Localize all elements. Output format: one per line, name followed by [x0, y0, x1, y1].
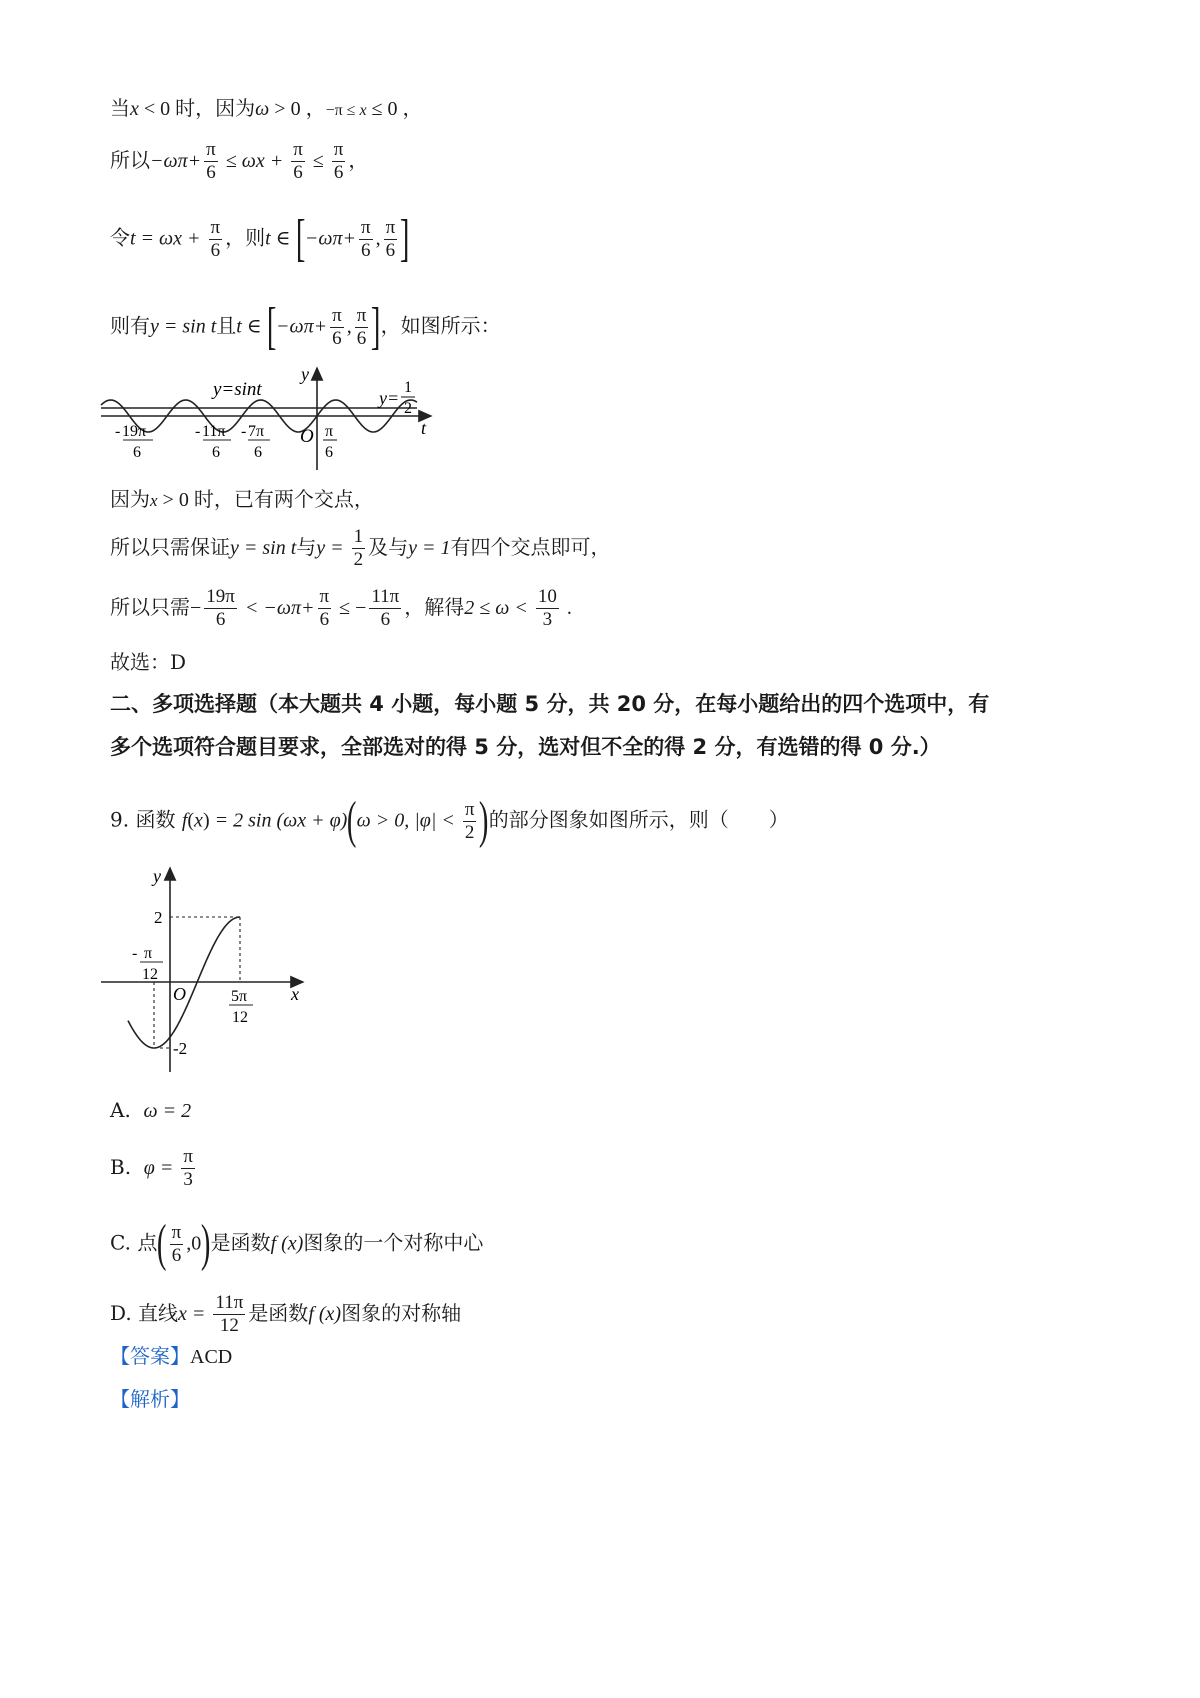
solution-line-8 — [110, 648, 186, 676]
text: 所以 — [110, 148, 150, 172]
text: 因为 — [110, 487, 150, 511]
fraction: $\frac{19\pi}{6}$ — [206, 586, 235, 630]
function-graph — [95, 860, 320, 1075]
paren-open: ( — [157, 1215, 167, 1272]
analysis-line — [110, 1385, 190, 1413]
origin-label: O — [300, 426, 314, 447]
fraction: $\frac{\pi}{6}$ — [360, 216, 371, 261]
text: 当 — [110, 96, 130, 120]
paren-open: ( — [347, 792, 357, 849]
sine-figure — [95, 360, 455, 475]
tick-left-sign: - — [132, 945, 138, 962]
math: y = — [316, 537, 349, 559]
math: , — [375, 227, 381, 250]
answer-value: ACD — [190, 1346, 233, 1368]
math: ≤ — [307, 150, 329, 172]
question-text: 9. 函数 — [110, 807, 176, 832]
fraction: $\frac{\pi}{6}$ — [385, 216, 396, 261]
paren-close: ) — [201, 1215, 211, 1272]
ymax-label: 2 — [154, 908, 163, 927]
option-c — [110, 1215, 484, 1272]
option-text: 图象的对称轴 — [341, 1301, 462, 1325]
question-9 — [110, 792, 789, 849]
fraction: $\frac{\pi}{6}$ — [293, 139, 303, 183]
tick-right-num: 5π — [231, 988, 248, 1005]
fraction: $\frac{\pi}{6}$ — [206, 139, 216, 183]
tick-right-den: 12 — [232, 1009, 248, 1026]
solution-line-5 — [110, 485, 374, 515]
text: 令 — [110, 225, 130, 250]
option-d — [110, 1292, 461, 1337]
option-label: B. — [110, 1155, 132, 1179]
text: 所以只需 — [110, 595, 190, 619]
final-choice: 故选：D — [110, 650, 187, 674]
math: ∈ — [270, 227, 296, 250]
fraction: $\frac{1}{2}$ — [353, 526, 364, 570]
solution-line-1 — [110, 94, 423, 125]
math: − — [190, 597, 202, 619]
tick-sign: - — [195, 423, 201, 440]
math: f (x) — [270, 1232, 304, 1255]
bracket: ] — [400, 210, 410, 267]
math-var: t — [236, 315, 242, 338]
math-var: ω — [255, 98, 270, 120]
option-text: 是函数 — [210, 1230, 271, 1255]
text: 有四个交点即可， — [450, 535, 611, 559]
math: ( — [187, 809, 195, 832]
math: ∈ — [241, 315, 267, 338]
text: > 0 时，已有两个交点， — [157, 489, 374, 511]
option-text: 点 — [137, 1230, 158, 1255]
y-axis-label: y — [153, 866, 161, 886]
math: −ωπ+ — [275, 315, 328, 338]
fraction: $\frac{\pi}{6}$ — [171, 1221, 182, 1266]
math: t = ωx + — [130, 227, 206, 250]
math: . — [561, 597, 572, 619]
tick-den: 6 — [325, 444, 333, 461]
math: y = 1 — [408, 537, 451, 559]
option-text: 图象的一个对称中心 — [303, 1230, 484, 1255]
option-text: 是函数 — [248, 1301, 309, 1325]
option-b — [110, 1146, 198, 1191]
answer-tag: 【答案】 — [110, 1344, 190, 1368]
answer-line — [110, 1342, 232, 1371]
text: ，解得 — [404, 595, 465, 619]
option-text: 直线 — [138, 1301, 179, 1325]
text: < 0 时，因为 — [138, 98, 256, 120]
text: > 0 ， — [269, 98, 326, 120]
tick-num: 11π — [202, 423, 226, 440]
solution-line-4 — [110, 298, 501, 355]
text: ， — [348, 148, 369, 172]
fraction: $\frac{11\pi}{12}$ — [215, 1292, 244, 1336]
fraction: $\frac{\pi}{6}$ — [332, 304, 342, 349]
tick-num: π — [325, 423, 334, 440]
y-axis-label: y — [301, 364, 309, 384]
solution-line-2 — [110, 139, 368, 184]
tick-den: 6 — [133, 444, 141, 461]
tick-left-num: π — [144, 945, 153, 962]
tick-den: 6 — [254, 444, 262, 461]
bracket: [ — [295, 210, 305, 267]
math: y = sin t — [230, 537, 297, 559]
tick-num: 7π — [248, 423, 265, 440]
t-axis-label: t — [421, 418, 427, 438]
solution-line-7 — [110, 586, 572, 631]
math: < −ωπ+ — [239, 597, 315, 619]
math: y = sin t — [150, 315, 217, 338]
origin-label: O — [173, 984, 186, 1004]
option-a — [110, 1096, 191, 1125]
math: x — [194, 809, 203, 832]
solution-line-6 — [110, 526, 611, 571]
fraction: $\frac{10}{3}$ — [537, 586, 557, 630]
math: ≤ ωx + — [220, 150, 289, 172]
option-label: D. — [110, 1301, 132, 1325]
math: ,0 — [186, 1232, 202, 1255]
math: ≤ − — [334, 597, 367, 619]
math: f (x) — [308, 1303, 342, 1325]
math: ω > 0, |φ| < — [356, 809, 460, 832]
math-var: x — [130, 98, 139, 120]
tick-left-den: 12 — [142, 966, 158, 983]
math: −ωπ+ — [304, 227, 356, 250]
math: = 2 sin (ωx + φ) — [209, 809, 348, 832]
option-text: φ = — [143, 1157, 179, 1179]
tick-num: 19π — [122, 423, 147, 440]
tick-sign: - — [115, 423, 121, 440]
math-var: x — [150, 491, 158, 510]
fraction: $\frac{\pi}{6}$ — [356, 304, 367, 349]
text: 且 — [216, 313, 237, 338]
fraction: $\frac{\pi}{6}$ — [333, 139, 344, 183]
text: ，则 — [225, 225, 266, 250]
text: 所以只需保证 — [110, 535, 230, 559]
math-var: x — [359, 102, 367, 119]
option-label: C. — [110, 1230, 131, 1255]
math: , — [346, 315, 352, 338]
question-text: 的部分图象如图所示，则（ ） — [488, 807, 789, 832]
math: 2 ≤ ω < — [464, 597, 533, 619]
math: x = — [178, 1303, 211, 1325]
solution-line-3 — [110, 210, 410, 267]
tick-sign: - — [241, 423, 247, 440]
option-text: ω = 2 — [143, 1100, 192, 1122]
text: 与 — [296, 535, 317, 559]
math: −ωπ+ — [150, 150, 202, 172]
math-var: t — [265, 227, 271, 250]
text: 则有 — [110, 313, 150, 338]
fraction: $\frac{\pi}{2}$ — [464, 798, 475, 843]
math: f — [181, 809, 188, 832]
math: ) — [202, 809, 210, 832]
fraction: $\frac{\pi}{6}$ — [319, 586, 330, 630]
fraction: $\frac{11\pi}{6}$ — [371, 586, 400, 630]
hline-den: 2 — [404, 400, 412, 417]
analysis-tag: 【解析】 — [110, 1387, 190, 1411]
text: ，如图所示： — [380, 313, 501, 338]
text: 及与 — [368, 535, 409, 559]
curve-label: y=sint — [213, 379, 262, 400]
x-axis-label: x — [291, 984, 299, 1004]
fraction: $\frac{\pi}{3}$ — [183, 1146, 193, 1190]
option-label: A. — [110, 1098, 131, 1122]
text: −π ≤ — [325, 102, 360, 119]
bracket: [ — [266, 298, 277, 355]
ymin-label: -2 — [173, 1039, 188, 1058]
bracket: ] — [371, 298, 381, 355]
section-heading-line-2: 多个选项符合题目要求，全部选对的得 5 分，选对但不全的得 2 分，有选错的得 0 分.） — [110, 735, 941, 759]
fraction: $\frac{\pi}{6}$ — [210, 216, 221, 261]
hline-num: 1 — [404, 379, 412, 396]
hline-label-prefix: y= — [379, 388, 400, 408]
paren-close: ) — [479, 792, 489, 849]
tick-den: 6 — [212, 444, 220, 461]
section-heading-line-1: 二、多项选择题（本大题共 4 小题，每小题 5 分，共 20 分，在每小题给出的四个选项中，有 — [110, 692, 990, 716]
text: ≤ 0 ， — [366, 98, 423, 120]
